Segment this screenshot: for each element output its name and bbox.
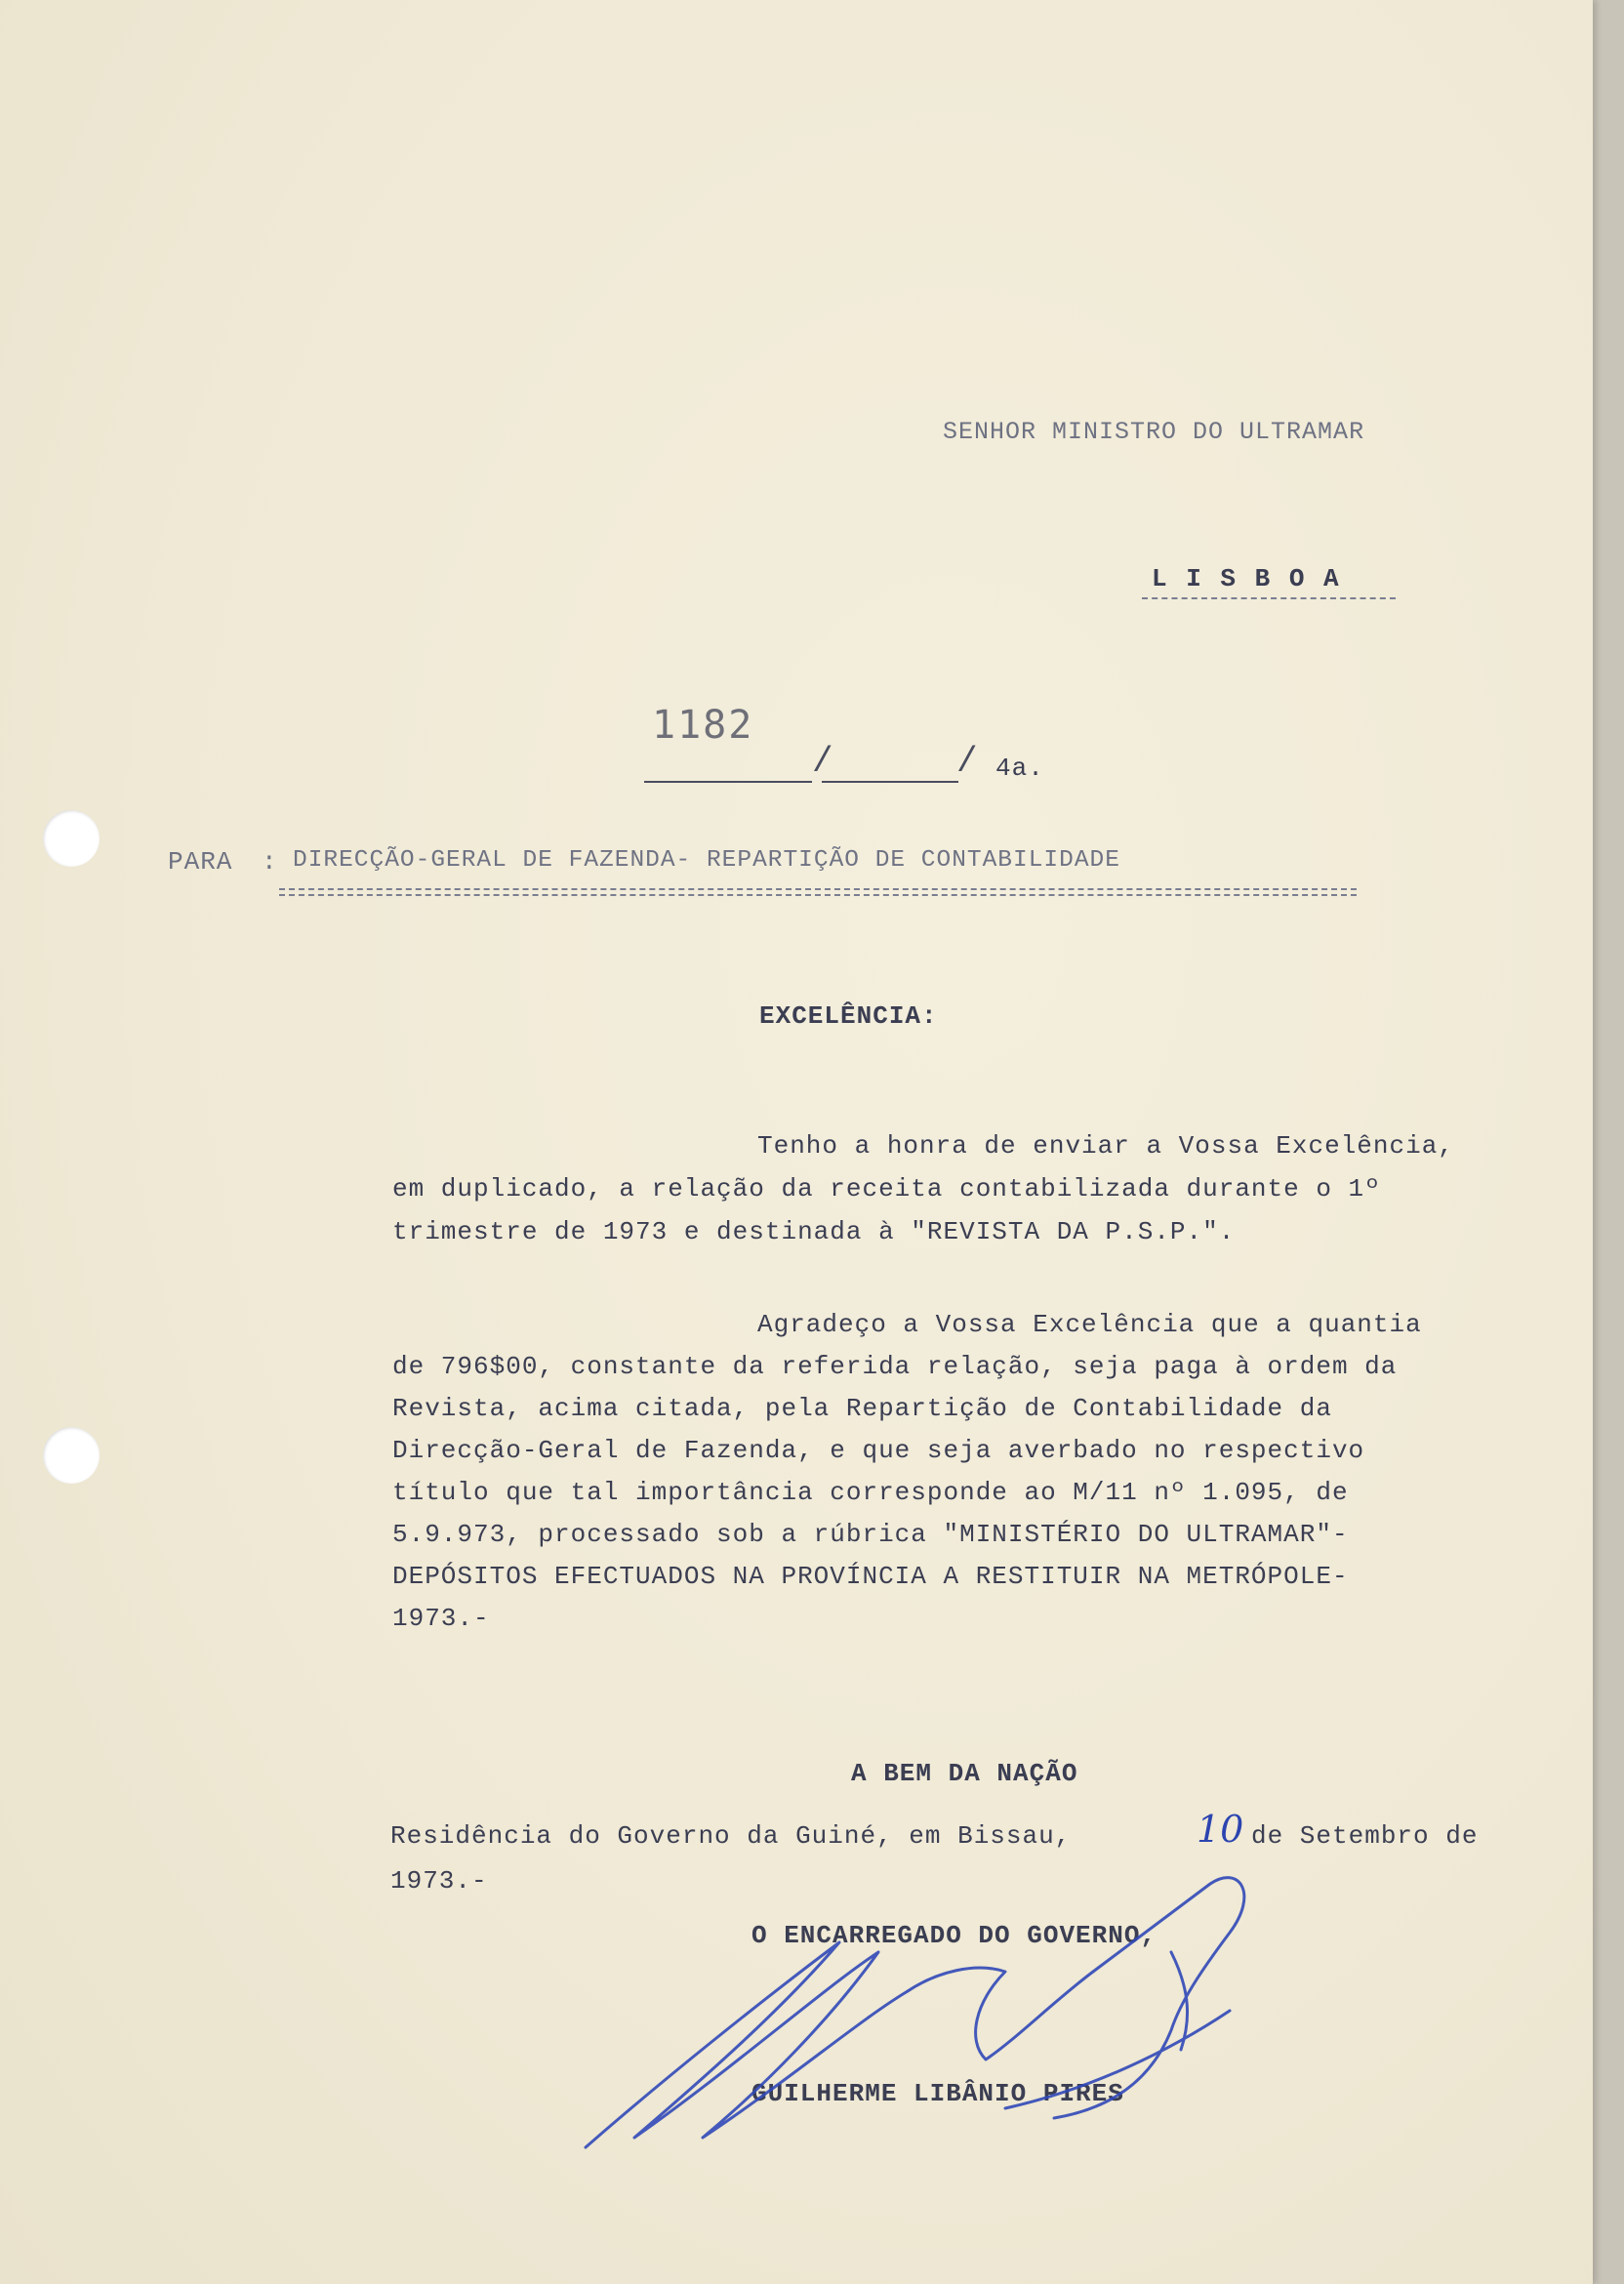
paragraph-line: Tenho a honra de enviar a Vossa Excelência, (757, 1131, 1454, 1161)
paragraph-line: 5.9.973, processado sob a rúbrica "MINISTÉRIO DO ULTRAMAR"- (392, 1520, 1349, 1549)
salutation: EXCELÊNCIA: (759, 1001, 938, 1031)
paragraph-line: Agradeço a Vossa Excelência que a quantia (757, 1310, 1422, 1339)
closing-year: 1973.- (390, 1866, 488, 1896)
paragraph-1 (392, 1124, 1583, 1253)
signer-title: O ENCARREGADO DO GOVERNO, (751, 1921, 1157, 1950)
handwritten-signature (547, 1855, 1308, 2167)
paragraph-line: Revista, acima citada, pela Repartição de Contabilidade da (392, 1394, 1332, 1423)
handwritten-day: 10 (1197, 1808, 1244, 1851)
paragraph-line: DEPÓSITOS EFECTUADOS NA PROVÍNCIA A RESTITUIR NA METRÓPOLE- (392, 1562, 1349, 1591)
signature-stroke (908, 1968, 1093, 2060)
paragraph-line: título que tal importância corresponde ao M/11 nº 1.095, de (392, 1478, 1349, 1507)
closing-place-prefix: Residência do Governo da Guiné, em Bissau, (390, 1821, 1072, 1851)
city-underline (1142, 597, 1396, 601)
reference-suffix: 4a. (995, 754, 1044, 783)
recipient-title: SENHOR MINISTRO DO ULTRAMAR (943, 418, 1365, 446)
ref-blank-1 (644, 781, 812, 783)
paragraph-line: Direcção-Geral de Fazenda, e que seja averbado no respectivo (392, 1436, 1365, 1465)
ref-slash-2: / (956, 742, 978, 782)
closing-place-suffix: de Setembro de (1251, 1821, 1479, 1851)
para-destination: DIRECÇÃO-GERAL DE FAZENDA- REPARTIÇÃO DE CONTABILIDADE (293, 847, 1120, 874)
paragraph-line: trimestre de 1973 e destinada à "REVISTA DA P.S.P.". (392, 1217, 1236, 1246)
signature-stroke (1054, 1878, 1244, 2118)
reference-number: 1182 (652, 703, 754, 748)
para-double-underline (279, 888, 1357, 896)
paragraph-2 (392, 1304, 1583, 1640)
signature-stroke (586, 1942, 908, 2147)
signer-name: GUILHERME LIBÂNIO PIRES (751, 2079, 1124, 2108)
recipient-city: L I S B O A (1152, 564, 1341, 593)
paragraph-line: em duplicado, a relação da receita contabilizada durante o 1º (392, 1174, 1381, 1203)
para-label: PARA (168, 847, 233, 877)
punch-hole-top (43, 810, 100, 867)
paragraph-line: de 796$00, constante da referida relação, seja paga à ordem da (392, 1352, 1398, 1381)
paragraph-line: 1973.- (392, 1604, 490, 1633)
para-colon: : (262, 847, 278, 877)
signature-stroke (1005, 2011, 1230, 2108)
punch-hole-bottom (43, 1427, 100, 1484)
closing-motto: A BEM DA NAÇÃO (851, 1759, 1078, 1788)
ref-blank-2 (822, 781, 958, 783)
ref-slash-1: / (812, 742, 833, 782)
